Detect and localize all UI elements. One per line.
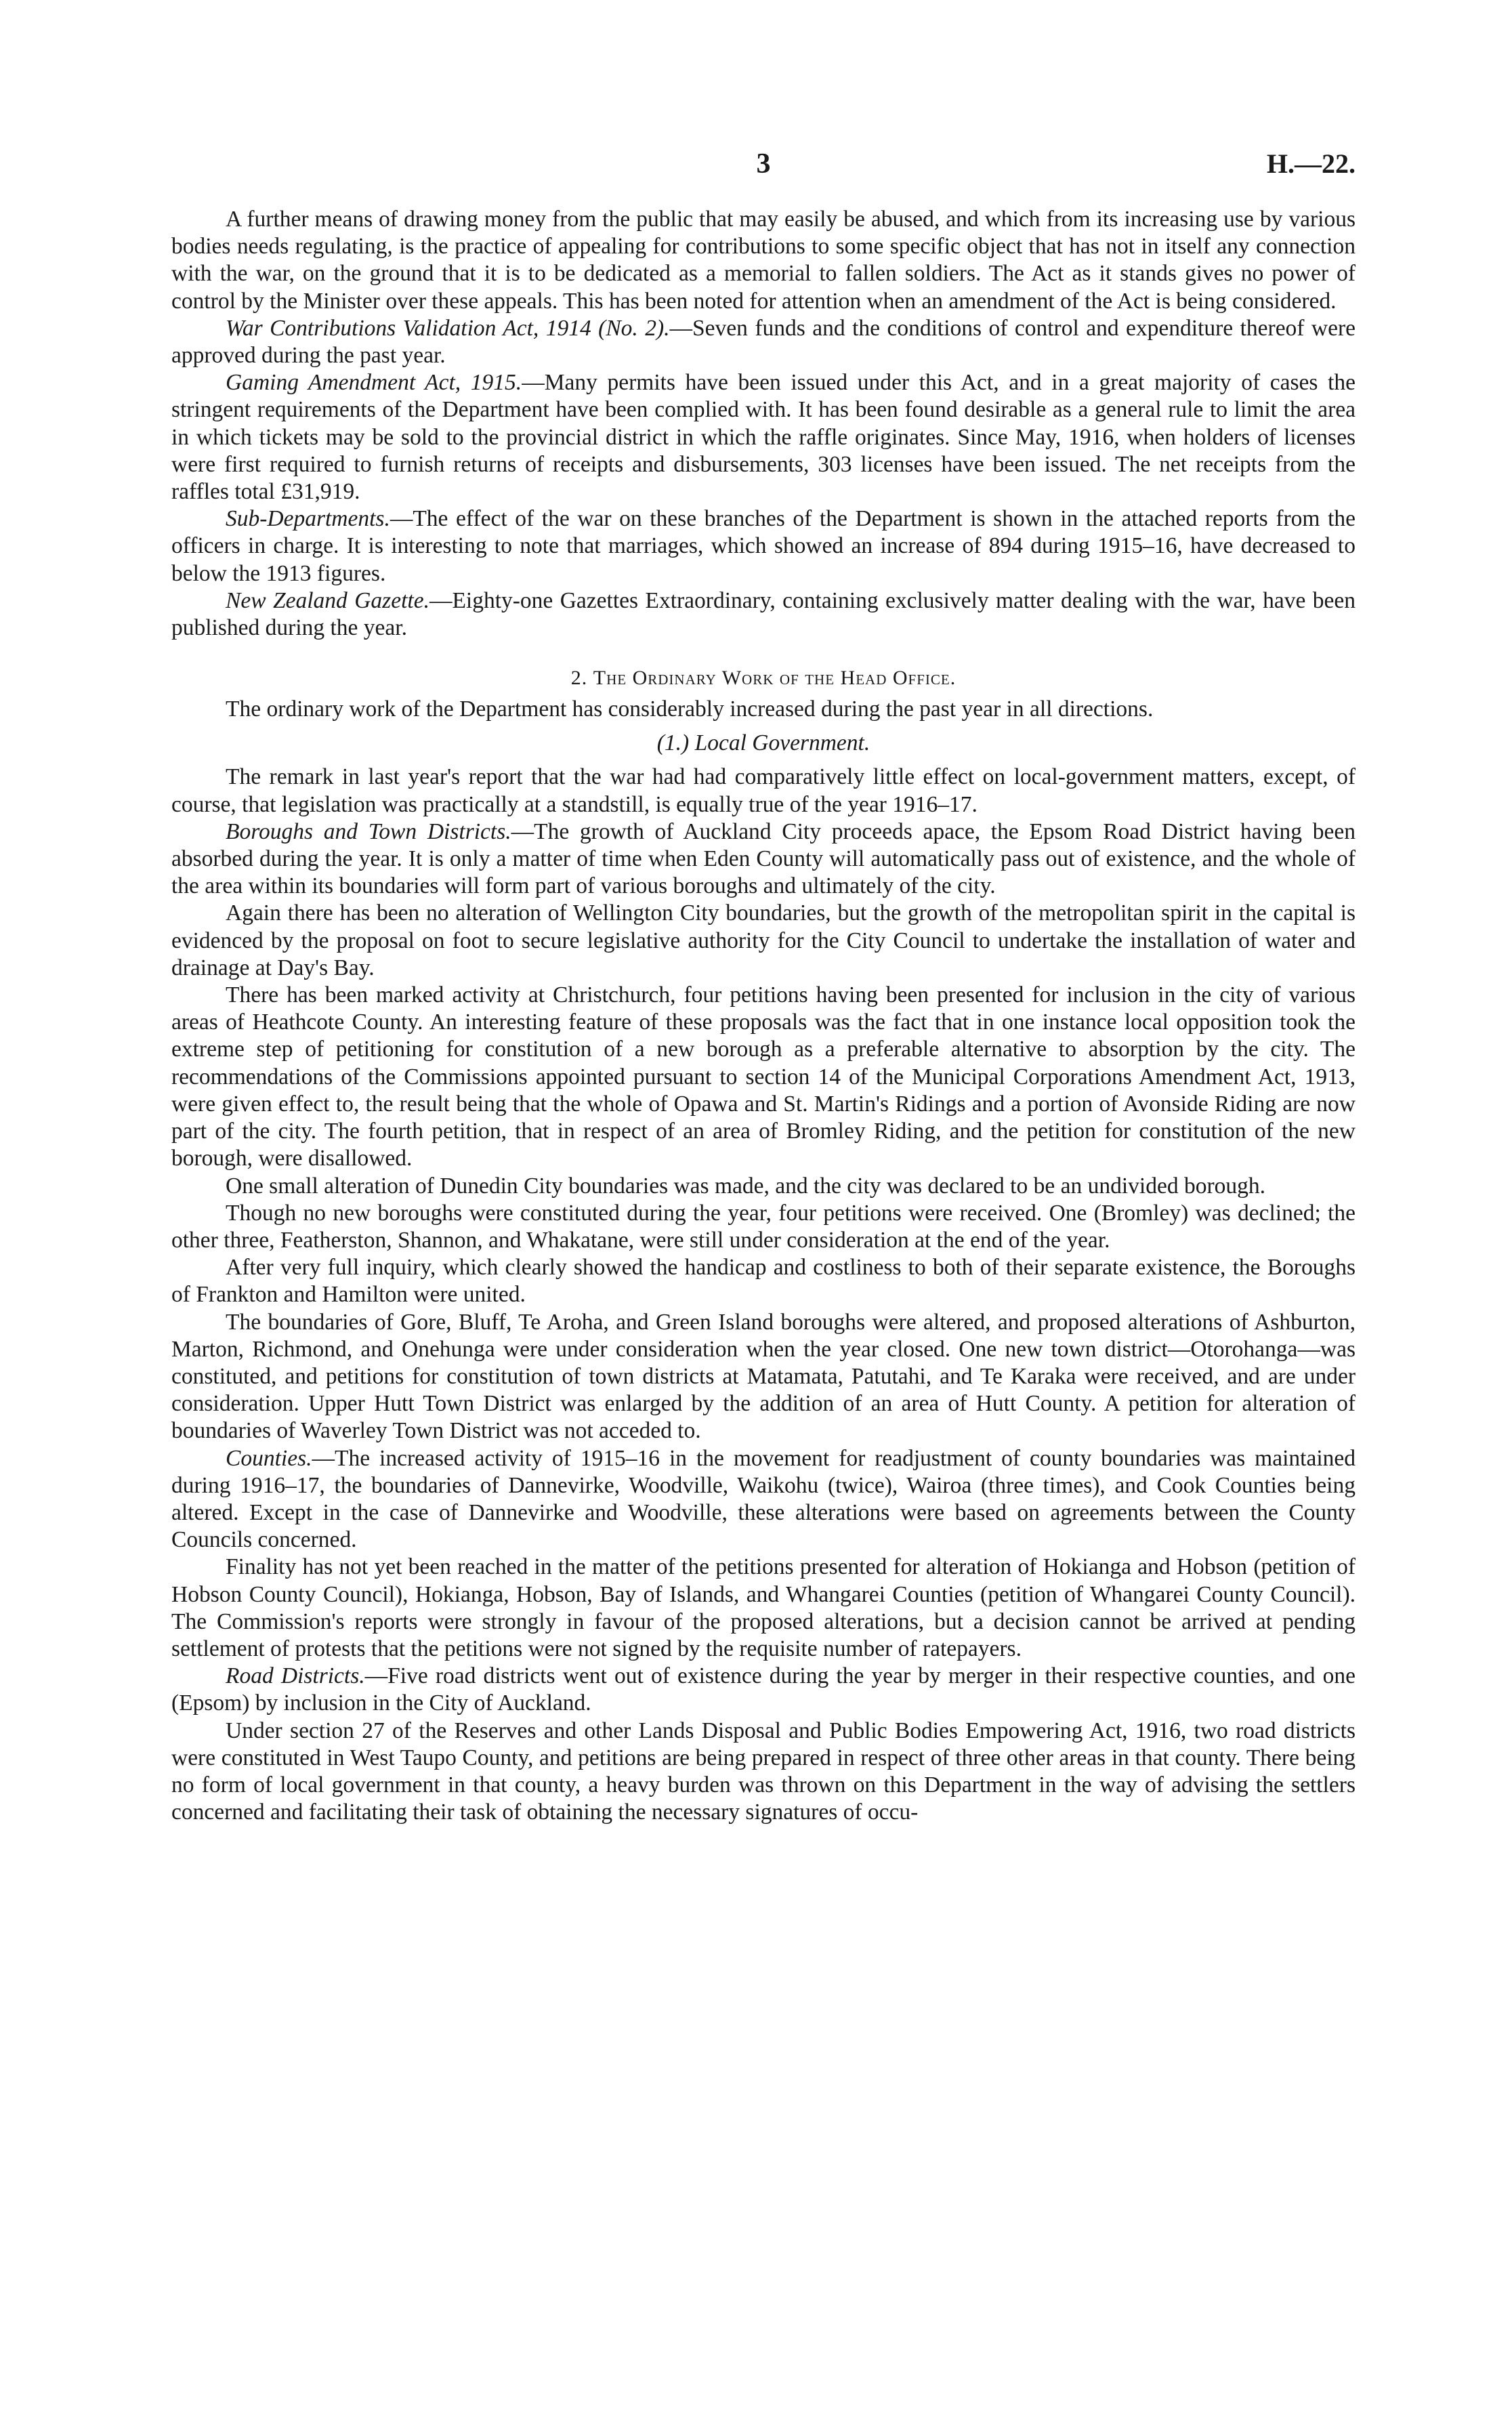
paragraph [171, 1254, 1356, 1308]
paragraph [171, 206, 1356, 315]
page-number: 3 [756, 148, 771, 180]
paragraph [171, 587, 1356, 642]
paragraph-text: The remark in last year's report that the war had had comparatively little effect on local-government matters, except, of course, that legislation was practically at a standstill, is equally true of the year 1916–17. [171, 764, 1356, 817]
section-number: 2. [570, 667, 588, 690]
paragraph-lead: Road Districts. [226, 1663, 365, 1689]
paragraph-text: —Five road districts went out of existence during the year by merger in their respective counties, and one (Epsom) by inclusion in the City of Auckland. [171, 1663, 1356, 1716]
paragraph-text: A further means of drawing money from the public that may easily be abused, and which from its increasing use by various bodies needs regulating, is the practice of appealing for contributions to some specific object that has not in itself any connection with the war, on the ground that it is to be dedicated as a memorial to fallen soldiers. The Act as it stands gives no power of control by the Minister over these appeals. This has been noted for attention when an amendment of the Act is being considered. [171, 207, 1356, 314]
section-heading [171, 665, 1356, 692]
paragraph [171, 1200, 1356, 1254]
page-header [171, 148, 1356, 191]
paragraph [171, 1718, 1356, 1827]
paragraph [171, 505, 1356, 587]
paragraph [171, 764, 1356, 818]
subsection-heading: (1.) Local Government. [656, 730, 870, 756]
paragraph-text: —Many permits have been issued under this Act, and in a great majority of cases the stringent requirements of the Department have been complied with. It has been found desirable as a general rule to limit the area in which tickets may be sold to the provincial district in which the raffle originates. Since May, 1916, when holders of licenses were first required to furnish returns of receipts and disbursements, 303 licenses have been issued. The net receipts from the raffles total £31,919. [171, 370, 1356, 505]
paragraph-lead: Counties. [226, 1445, 312, 1471]
paragraph-text: The boundaries of Gore, Bluff, Te Aroha, and Green Island boroughs were altered, and proposed alterations of Ashburton, Marton, Richmond, and Onehunga were under consideration when the year closed. One new town district—Otorohanga—was constituted, and petitions for constitution of town districts at Matamata, Patutahi, and Te Karaka were received, and are under consideration. Upper Hutt Town District was enlarged by the addition of an area of Hutt County. A petition for alteration of boundaries of Waverley Town District was not acceded to. [171, 1309, 1356, 1444]
paragraph [171, 818, 1356, 900]
paragraph-text: After very full inquiry, which clearly showed the handicap and costliness to both of their separate existence, the Boroughs of Frankton and Hamilton were united. [171, 1255, 1356, 1308]
paragraph-text: —Seven funds and the conditions of control and expenditure thereof were approved during the past year. [171, 315, 1356, 369]
paragraph [171, 1309, 1356, 1445]
paragraph-text: —The growth of Auckland City proceeds apace, the Epsom Road District having been absorbed during the year. It is only a matter of time when Eden County will automatically pass out of existence, and the whole of the area within its boundaries will form part of various boroughs and ultimately of the city. [171, 818, 1356, 899]
paragraph [171, 900, 1356, 982]
paragraph-text: One small alteration of Dunedin City boundaries was made, and the city was declared to be an undivided borough. [226, 1173, 1265, 1199]
paragraph-text: There has been marked activity at Christchurch, four petitions having been presented for inclusion in the city of various areas of Heathcote County. An interesting feature of these proposals was the fact that in one instance local opposition took the extreme step of petitioning for constitution of a new borough as a preferable alternative to absorption by the city. The recommendations of the Commissions appointed pursuant to section 14 of the Municipal Corporations Amendment Act, 1913, were given effect to, the result being that the whole of Opawa and St. Martin's Ridings and a portion of Avonside Riding are now part of the city. The fourth petition, that in respect of an area of Bromley Riding, and the petition for constitution of the new borough, were disallowed. [171, 982, 1356, 1171]
section-title: The Ordinary Work of the Head Office. [593, 667, 957, 690]
paragraph [171, 1554, 1356, 1663]
paragraph-text: Again there has been no alteration of Wellington City boundaries, but the growth of the metropolitan spirit in the capital is evidenced by the proposal on foot to secure legislative authority for the City Council to undertake the installation of water and drainage at Day's Bay. [171, 900, 1356, 980]
paragraph [171, 1445, 1356, 1554]
paragraph-lead: New Zealand Gazette. [226, 587, 429, 613]
local-government-paragraphs [171, 764, 1356, 1826]
paragraph-lead: Sub-Departments. [226, 506, 390, 532]
paragraph [171, 982, 1356, 1172]
paragraph-lead: War Contributions Validation Act, 1914 (No. 2). [226, 315, 670, 341]
paragraph [171, 369, 1356, 505]
paragraph-text: —Eighty-one Gazettes Extraordinary, containing exclusively matter dealing with the war, have been published during the year. [171, 587, 1356, 641]
document-page [171, 148, 1356, 1826]
paragraph [171, 1663, 1356, 1717]
report-code: H.—22. [1266, 148, 1356, 179]
section-intro: The ordinary work of the Department has considerably increased during the past year in all directions. [226, 696, 1154, 722]
paragraph-text: —The increased activity of 1915–16 in the movement for readjustment of county boundaries was maintained during 1916–17, the boundaries of Dannevirke, Woodville, Waikohu (twice), Wairoa (three times), and Cook Counties being altered. Except in the case of Dannevirke and Woodville, these alterations were based on agreements between the County Councils concerned. [171, 1445, 1356, 1553]
paragraph-text: Finality has not yet been reached in the matter of the petitions presented for alteration of Hokianga and Hobson (petition of Hobson County Council), Hokianga, Hobson, Bay of Islands, and Whangarei Counties (petition of Whangarei County Council). The Commission's reports were strongly in favour of the proposed alterations, but a decision cannot be arrived at pending settlement of protests that the petitions were not signed by the requisite number of ratepayers. [171, 1554, 1356, 1661]
paragraph-text: —The effect of the war on these branches of the Department is shown in the attached reports from the officers in charge. It is interesting to note that marriages, which showed an increase of 894 during 1915–16, have decreased to below the 1913 figures. [171, 506, 1356, 586]
paragraph [171, 1173, 1356, 1200]
paragraph-lead: Boroughs and Town Districts. [226, 818, 511, 844]
paragraph-text: Under section 27 of the Reserves and other Lands Disposal and Public Bodies Empowering Act, 1916, two road districts were constituted in West Taupo County, and petitions are being prepared in respect of three other areas in that county. There being no form of local government in that county, a heavy burden was thrown on this Department in the way of advising the settlers concerned and facilitating their task of obtaining the necessary signatures of occu- [171, 1718, 1356, 1825]
paragraph-lead: Gaming Amendment Act, 1915. [226, 370, 522, 396]
paragraph-text: Though no new boroughs were constituted during the year, four petitions were received. One (Bromley) was declined; the other three, Featherston, Shannon, and Whakatane, were still under consideration at the end of the year. [171, 1200, 1356, 1253]
intro-paragraphs [171, 206, 1356, 642]
paragraph [171, 315, 1356, 369]
